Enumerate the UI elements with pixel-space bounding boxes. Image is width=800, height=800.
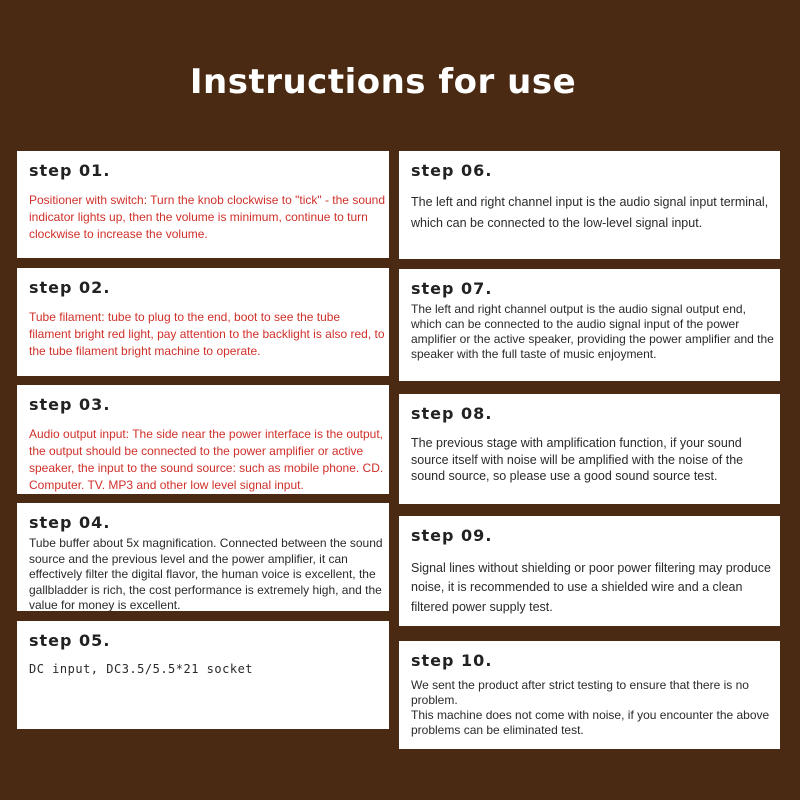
step-label: step 04. [29,513,111,532]
step-text: Positioner with switch: Turn the knob clockwise to "tick" - the sound indicator lights up, then the volume is minimum, continue to turn clockwise to increase the volume. [29,193,386,242]
step-card-04 [17,503,389,611]
step-label: step 09. [411,526,493,545]
step-text: Audio output input: The side near the power interface is the output, the output should be connected to the power amplifier or active speaker, the input to the sound source: such as mobile phone. CD. Computer. TV. MP3 and other low level signal input. [29,427,384,493]
step-text: Tube filament: tube to plug to the end, boot to see the tube filament bright red light, pay attention to the backlight is also red, to the tube filament bright machine to operate. [29,310,385,359]
step-label: step 07. [411,279,493,298]
step-text-line-1: We sent the product after strict testing to ensure that there is no problem. [411,678,749,707]
step-text: Signal lines without shielding or poor power filtering may produce noise, it is recommended to use a shielded wire and a clean filtered power supply test. [411,561,771,614]
step-card-07 [399,269,780,381]
step-text: Tube buffer about 5x magnification. Connected between the sound source and the previous level and the power amplifier, it can effectively filter the digital flavor, the human voice is excellent, the gallbladder is rich, the cost performance is extremely high, and the value for money is excellent. [29,536,383,613]
step-card-03 [17,385,389,494]
step-label: step 03. [29,395,111,414]
step-card-05 [17,621,389,729]
step-label: step 10. [411,651,493,670]
step-text: The previous stage with amplification function, if your sound source itself with noise will be amplified with the noise of the sound source, so please use a good sound source test. [411,436,744,483]
step-text [411,678,776,738]
step-text: DC input, DC3.5/5.5*21 socket [29,662,254,676]
step-text: The left and right channel input is the audio signal input terminal, which can be connected to the low-level signal input. [411,195,769,231]
step-card-06 [399,151,780,259]
step-label: step 01. [29,161,111,180]
page-title: Instructions for use [189,62,577,102]
step-label: step 08. [411,404,493,423]
step-card-01 [17,151,389,258]
step-label: step 06. [411,161,493,180]
step-text-line-2: This machine does not come with noise, if you encounter the above problems can be eliminated test. [411,708,770,737]
step-card-10 [399,641,780,749]
step-label: step 02. [29,278,111,297]
step-card-09 [399,516,780,626]
step-card-02 [17,268,389,376]
step-card-08 [399,394,780,504]
step-label: step 05. [29,631,111,650]
step-text: The left and right channel output is the audio signal output end, which can be connected to the audio signal input of the power amplifier or the active speaker, providing the power amplifier and the speaker with the full taste of music enjoyment. [411,302,774,361]
